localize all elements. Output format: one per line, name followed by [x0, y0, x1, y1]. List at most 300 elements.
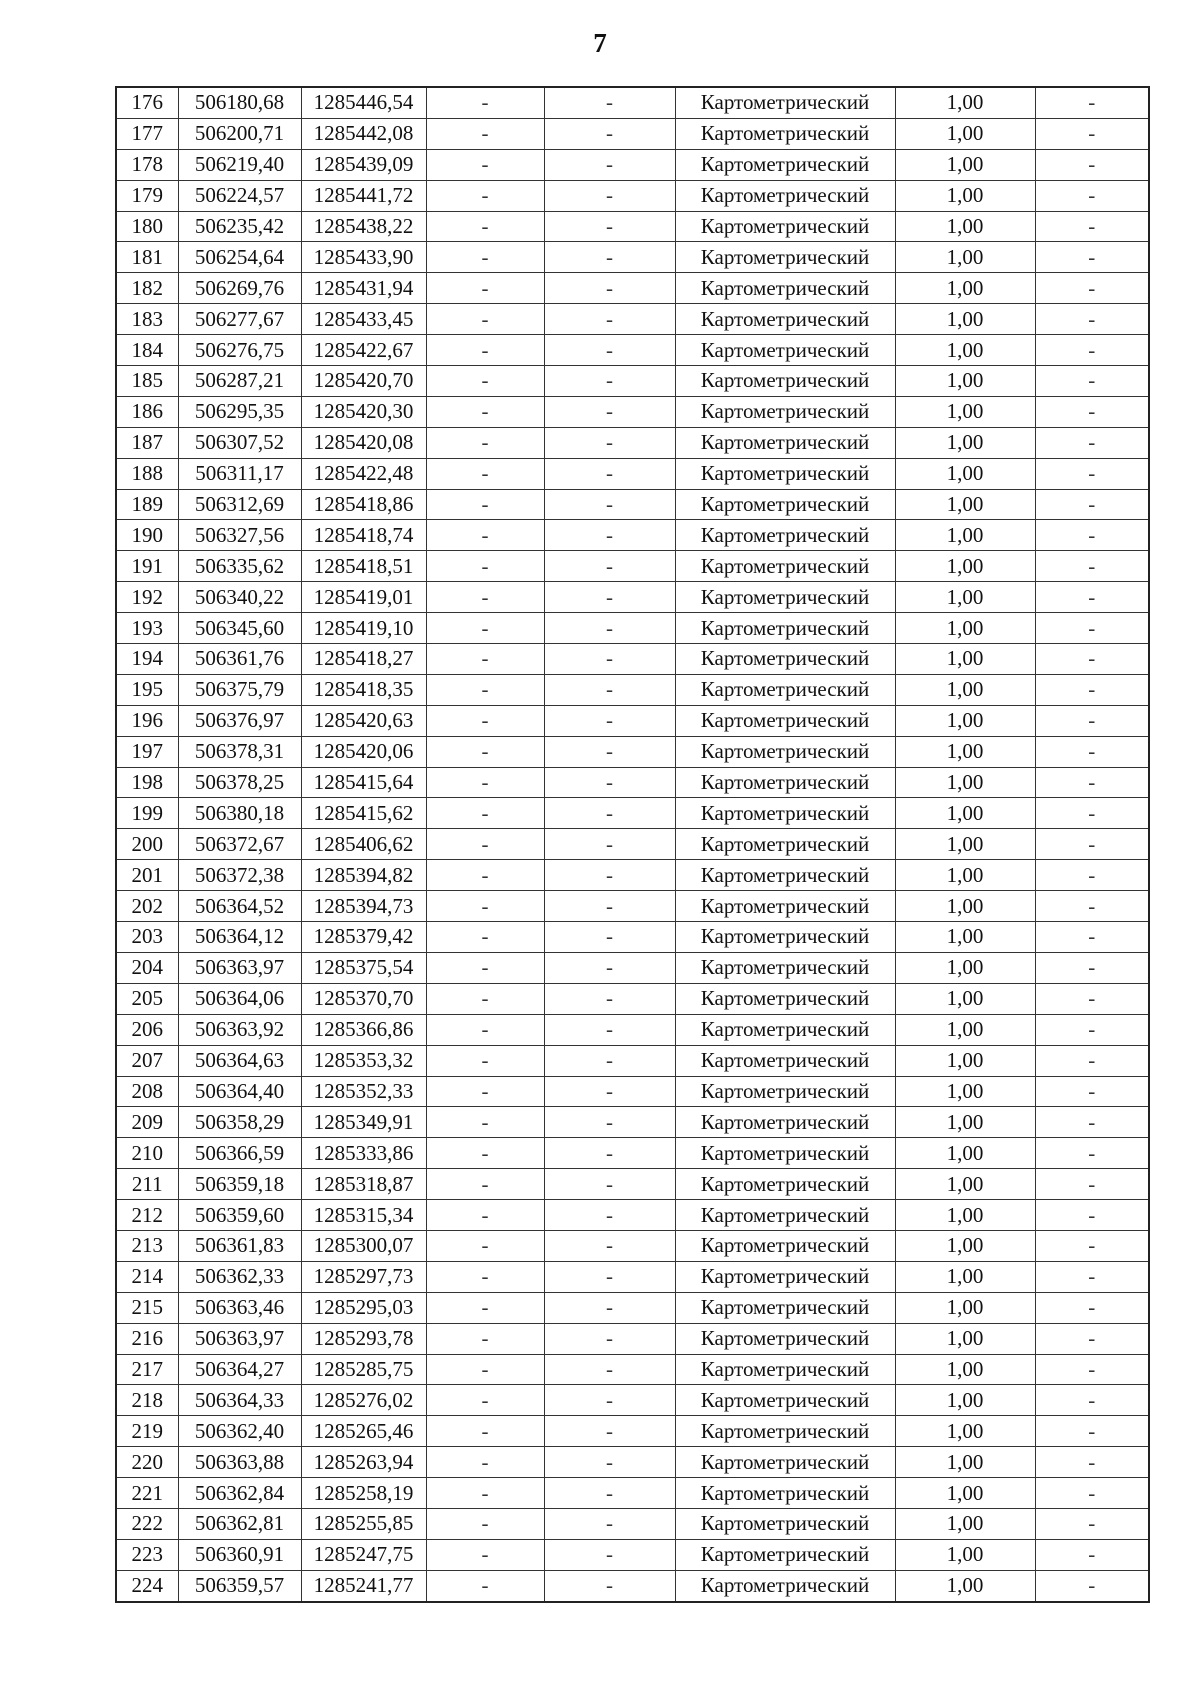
method-cell: Картометрический [675, 1138, 895, 1169]
description-cell: - [1035, 458, 1149, 489]
y-coordinate-cell: 1285415,64 [301, 767, 426, 798]
accuracy-cell: 1,00 [895, 1200, 1035, 1231]
table-row [116, 736, 1149, 767]
table-row [116, 1230, 1149, 1261]
description-cell: - [1035, 1230, 1149, 1261]
y-coordinate-cell: 1285418,27 [301, 644, 426, 675]
y-coordinate-cell: 1285295,03 [301, 1292, 426, 1323]
table-row [116, 922, 1149, 953]
old-y-cell: - [544, 1292, 675, 1323]
x-coordinate-cell: 506372,38 [178, 860, 301, 891]
table-row [116, 829, 1149, 860]
table-row [116, 520, 1149, 551]
y-coordinate-cell: 1285263,94 [301, 1447, 426, 1478]
table-row [116, 180, 1149, 211]
description-cell: - [1035, 211, 1149, 242]
description-cell: - [1035, 644, 1149, 675]
table-row [116, 335, 1149, 366]
y-coordinate-cell: 1285333,86 [301, 1138, 426, 1169]
accuracy-cell: 1,00 [895, 1169, 1035, 1200]
y-coordinate-cell: 1285431,94 [301, 273, 426, 304]
point-number-cell: 213 [116, 1230, 178, 1261]
y-coordinate-cell: 1285418,35 [301, 674, 426, 705]
y-coordinate-cell: 1285241,77 [301, 1570, 426, 1601]
y-coordinate-cell: 1285293,78 [301, 1323, 426, 1354]
old-x-cell: - [426, 1354, 544, 1385]
table-row [116, 458, 1149, 489]
old-y-cell: - [544, 1570, 675, 1601]
accuracy-cell: 1,00 [895, 427, 1035, 458]
point-number-cell: 185 [116, 366, 178, 397]
old-y-cell: - [544, 149, 675, 180]
description-cell: - [1035, 1076, 1149, 1107]
method-cell: Картометрический [675, 1416, 895, 1447]
x-coordinate-cell: 506277,67 [178, 304, 301, 335]
point-number-cell: 205 [116, 983, 178, 1014]
description-cell: - [1035, 1323, 1149, 1354]
y-coordinate-cell: 1285366,86 [301, 1014, 426, 1045]
old-y-cell: - [544, 767, 675, 798]
x-coordinate-cell: 506312,69 [178, 489, 301, 520]
table-row [116, 582, 1149, 613]
old-x-cell: - [426, 1261, 544, 1292]
old-y-cell: - [544, 1230, 675, 1261]
accuracy-cell: 1,00 [895, 1539, 1035, 1570]
description-cell: - [1035, 1200, 1149, 1231]
description-cell: - [1035, 829, 1149, 860]
old-y-cell: - [544, 798, 675, 829]
y-coordinate-cell: 1285247,75 [301, 1539, 426, 1570]
old-y-cell: - [544, 1076, 675, 1107]
point-number-cell: 193 [116, 613, 178, 644]
method-cell: Картометрический [675, 1323, 895, 1354]
description-cell: - [1035, 1570, 1149, 1601]
description-cell: - [1035, 520, 1149, 551]
old-x-cell: - [426, 736, 544, 767]
old-y-cell: - [544, 1200, 675, 1231]
method-cell: Картометрический [675, 674, 895, 705]
accuracy-cell: 1,00 [895, 242, 1035, 273]
description-cell: - [1035, 1478, 1149, 1509]
table-row [116, 1292, 1149, 1323]
y-coordinate-cell: 1285422,48 [301, 458, 426, 489]
point-number-cell: 211 [116, 1169, 178, 1200]
y-coordinate-cell: 1285439,09 [301, 149, 426, 180]
description-cell: - [1035, 335, 1149, 366]
old-x-cell: - [426, 1230, 544, 1261]
point-number-cell: 216 [116, 1323, 178, 1354]
point-number-cell: 200 [116, 829, 178, 860]
method-cell: Картометрический [675, 1045, 895, 1076]
y-coordinate-cell: 1285276,02 [301, 1385, 426, 1416]
point-number-cell: 215 [116, 1292, 178, 1323]
y-coordinate-cell: 1285258,19 [301, 1478, 426, 1509]
table-row [116, 1014, 1149, 1045]
old-y-cell: - [544, 366, 675, 397]
point-number-cell: 187 [116, 427, 178, 458]
description-cell: - [1035, 180, 1149, 211]
accuracy-cell: 1,00 [895, 1107, 1035, 1138]
accuracy-cell: 1,00 [895, 891, 1035, 922]
description-cell: - [1035, 396, 1149, 427]
old-y-cell: - [544, 1539, 675, 1570]
x-coordinate-cell: 506375,79 [178, 674, 301, 705]
old-x-cell: - [426, 1416, 544, 1447]
point-number-cell: 178 [116, 149, 178, 180]
point-number-cell: 223 [116, 1539, 178, 1570]
x-coordinate-cell: 506361,83 [178, 1230, 301, 1261]
accuracy-cell: 1,00 [895, 922, 1035, 953]
point-number-cell: 189 [116, 489, 178, 520]
accuracy-cell: 1,00 [895, 1416, 1035, 1447]
old-y-cell: - [544, 922, 675, 953]
method-cell: Картометрический [675, 582, 895, 613]
method-cell: Картометрический [675, 1508, 895, 1539]
point-number-cell: 206 [116, 1014, 178, 1045]
old-x-cell: - [426, 1138, 544, 1169]
x-coordinate-cell: 506358,29 [178, 1107, 301, 1138]
old-y-cell: - [544, 520, 675, 551]
description-cell: - [1035, 891, 1149, 922]
y-coordinate-cell: 1285353,32 [301, 1045, 426, 1076]
table-row [116, 242, 1149, 273]
accuracy-cell: 1,00 [895, 1045, 1035, 1076]
old-y-cell: - [544, 1107, 675, 1138]
table-row [116, 1539, 1149, 1570]
old-y-cell: - [544, 211, 675, 242]
point-number-cell: 177 [116, 118, 178, 149]
old-x-cell: - [426, 304, 544, 335]
table-row [116, 1354, 1149, 1385]
accuracy-cell: 1,00 [895, 860, 1035, 891]
old-x-cell: - [426, 952, 544, 983]
y-coordinate-cell: 1285422,67 [301, 335, 426, 366]
table-row [116, 767, 1149, 798]
method-cell: Картометрический [675, 242, 895, 273]
description-cell: - [1035, 1169, 1149, 1200]
y-coordinate-cell: 1285438,22 [301, 211, 426, 242]
point-number-cell: 212 [116, 1200, 178, 1231]
accuracy-cell: 1,00 [895, 705, 1035, 736]
accuracy-cell: 1,00 [895, 829, 1035, 860]
table-row [116, 1200, 1149, 1231]
method-cell: Картометрический [675, 1014, 895, 1045]
point-number-cell: 196 [116, 705, 178, 736]
old-x-cell: - [426, 396, 544, 427]
method-cell: Картометрический [675, 1354, 895, 1385]
point-number-cell: 198 [116, 767, 178, 798]
x-coordinate-cell: 506360,91 [178, 1539, 301, 1570]
point-number-cell: 188 [116, 458, 178, 489]
point-number-cell: 209 [116, 1107, 178, 1138]
y-coordinate-cell: 1285420,08 [301, 427, 426, 458]
x-coordinate-cell: 506359,57 [178, 1570, 301, 1601]
y-coordinate-cell: 1285297,73 [301, 1261, 426, 1292]
method-cell: Картометрический [675, 1107, 895, 1138]
point-number-cell: 184 [116, 335, 178, 366]
x-coordinate-cell: 506378,31 [178, 736, 301, 767]
old-x-cell: - [426, 1292, 544, 1323]
method-cell: Картометрический [675, 366, 895, 397]
point-number-cell: 201 [116, 860, 178, 891]
table-row [116, 304, 1149, 335]
y-coordinate-cell: 1285370,70 [301, 983, 426, 1014]
table-row [116, 798, 1149, 829]
method-cell: Картометрический [675, 767, 895, 798]
old-y-cell: - [544, 860, 675, 891]
method-cell: Картометрический [675, 1570, 895, 1601]
table-row [116, 118, 1149, 149]
description-cell: - [1035, 705, 1149, 736]
y-coordinate-cell: 1285433,45 [301, 304, 426, 335]
description-cell: - [1035, 1447, 1149, 1478]
accuracy-cell: 1,00 [895, 1261, 1035, 1292]
description-cell: - [1035, 1292, 1149, 1323]
y-coordinate-cell: 1285394,73 [301, 891, 426, 922]
old-y-cell: - [544, 613, 675, 644]
y-coordinate-cell: 1285394,82 [301, 860, 426, 891]
accuracy-cell: 1,00 [895, 1014, 1035, 1045]
old-x-cell: - [426, 242, 544, 273]
old-y-cell: - [544, 1416, 675, 1447]
accuracy-cell: 1,00 [895, 520, 1035, 551]
y-coordinate-cell: 1285315,34 [301, 1200, 426, 1231]
accuracy-cell: 1,00 [895, 1447, 1035, 1478]
y-coordinate-cell: 1285406,62 [301, 829, 426, 860]
old-y-cell: - [544, 582, 675, 613]
method-cell: Картометрический [675, 705, 895, 736]
old-x-cell: - [426, 1385, 544, 1416]
x-coordinate-cell: 506364,40 [178, 1076, 301, 1107]
old-x-cell: - [426, 767, 544, 798]
description-cell: - [1035, 952, 1149, 983]
table-row [116, 1107, 1149, 1138]
accuracy-cell: 1,00 [895, 952, 1035, 983]
point-number-cell: 218 [116, 1385, 178, 1416]
y-coordinate-cell: 1285349,91 [301, 1107, 426, 1138]
old-y-cell: - [544, 1014, 675, 1045]
y-coordinate-cell: 1285415,62 [301, 798, 426, 829]
table-row [116, 1385, 1149, 1416]
accuracy-cell: 1,00 [895, 458, 1035, 489]
description-cell: - [1035, 582, 1149, 613]
point-number-cell: 197 [116, 736, 178, 767]
table-row [116, 427, 1149, 458]
old-x-cell: - [426, 798, 544, 829]
accuracy-cell: 1,00 [895, 1138, 1035, 1169]
accuracy-cell: 1,00 [895, 1385, 1035, 1416]
method-cell: Картометрический [675, 551, 895, 582]
description-cell: - [1035, 304, 1149, 335]
accuracy-cell: 1,00 [895, 551, 1035, 582]
y-coordinate-cell: 1285419,01 [301, 582, 426, 613]
old-y-cell: - [544, 674, 675, 705]
accuracy-cell: 1,00 [895, 798, 1035, 829]
description-cell: - [1035, 1107, 1149, 1138]
point-number-cell: 186 [116, 396, 178, 427]
table-row [116, 1570, 1149, 1601]
accuracy-cell: 1,00 [895, 1076, 1035, 1107]
old-x-cell: - [426, 520, 544, 551]
x-coordinate-cell: 506372,67 [178, 829, 301, 860]
old-x-cell: - [426, 118, 544, 149]
point-number-cell: 208 [116, 1076, 178, 1107]
old-x-cell: - [426, 582, 544, 613]
description-cell: - [1035, 983, 1149, 1014]
old-x-cell: - [426, 1107, 544, 1138]
accuracy-cell: 1,00 [895, 87, 1035, 118]
method-cell: Картометрический [675, 613, 895, 644]
table-row [116, 644, 1149, 675]
old-x-cell: - [426, 551, 544, 582]
method-cell: Картометрический [675, 922, 895, 953]
method-cell: Картометрический [675, 304, 895, 335]
table-row [116, 983, 1149, 1014]
description-cell: - [1035, 551, 1149, 582]
table-row [116, 1138, 1149, 1169]
old-x-cell: - [426, 1539, 544, 1570]
accuracy-cell: 1,00 [895, 1354, 1035, 1385]
old-x-cell: - [426, 983, 544, 1014]
description-cell: - [1035, 1354, 1149, 1385]
accuracy-cell: 1,00 [895, 1478, 1035, 1509]
old-y-cell: - [544, 1478, 675, 1509]
description-cell: - [1035, 87, 1149, 118]
old-y-cell: - [544, 983, 675, 1014]
point-number-cell: 195 [116, 674, 178, 705]
method-cell: Картометрический [675, 798, 895, 829]
method-cell: Картометрический [675, 87, 895, 118]
description-cell: - [1035, 1539, 1149, 1570]
old-y-cell: - [544, 304, 675, 335]
old-x-cell: - [426, 366, 544, 397]
description-cell: - [1035, 427, 1149, 458]
old-x-cell: - [426, 458, 544, 489]
y-coordinate-cell: 1285255,85 [301, 1508, 426, 1539]
old-y-cell: - [544, 396, 675, 427]
accuracy-cell: 1,00 [895, 149, 1035, 180]
description-cell: - [1035, 489, 1149, 520]
method-cell: Картометрический [675, 891, 895, 922]
method-cell: Картометрический [675, 489, 895, 520]
table-row [116, 860, 1149, 891]
description-cell: - [1035, 1045, 1149, 1076]
accuracy-cell: 1,00 [895, 1323, 1035, 1354]
accuracy-cell: 1,00 [895, 489, 1035, 520]
method-cell: Картометрический [675, 1385, 895, 1416]
x-coordinate-cell: 506200,71 [178, 118, 301, 149]
x-coordinate-cell: 506364,33 [178, 1385, 301, 1416]
old-x-cell: - [426, 829, 544, 860]
x-coordinate-cell: 506363,46 [178, 1292, 301, 1323]
old-y-cell: - [544, 1508, 675, 1539]
x-coordinate-cell: 506340,22 [178, 582, 301, 613]
description-cell: - [1035, 149, 1149, 180]
point-number-cell: 199 [116, 798, 178, 829]
old-x-cell: - [426, 891, 544, 922]
description-cell: - [1035, 674, 1149, 705]
old-y-cell: - [544, 1447, 675, 1478]
method-cell: Картометрический [675, 180, 895, 211]
accuracy-cell: 1,00 [895, 304, 1035, 335]
old-y-cell: - [544, 489, 675, 520]
method-cell: Картометрический [675, 1200, 895, 1231]
accuracy-cell: 1,00 [895, 644, 1035, 675]
method-cell: Картометрический [675, 983, 895, 1014]
old-y-cell: - [544, 705, 675, 736]
method-cell: Картометрический [675, 520, 895, 551]
old-y-cell: - [544, 1385, 675, 1416]
point-number-cell: 181 [116, 242, 178, 273]
accuracy-cell: 1,00 [895, 366, 1035, 397]
old-x-cell: - [426, 674, 544, 705]
old-x-cell: - [426, 489, 544, 520]
table-row [116, 891, 1149, 922]
old-y-cell: - [544, 736, 675, 767]
x-coordinate-cell: 506363,88 [178, 1447, 301, 1478]
point-number-cell: 191 [116, 551, 178, 582]
table-row [116, 1416, 1149, 1447]
method-cell: Картометрический [675, 952, 895, 983]
table-row [116, 1478, 1149, 1509]
accuracy-cell: 1,00 [895, 767, 1035, 798]
old-y-cell: - [544, 273, 675, 304]
description-cell: - [1035, 1508, 1149, 1539]
accuracy-cell: 1,00 [895, 582, 1035, 613]
x-coordinate-cell: 506361,76 [178, 644, 301, 675]
old-x-cell: - [426, 1169, 544, 1200]
method-cell: Картометрический [675, 1539, 895, 1570]
table-row [116, 1447, 1149, 1478]
y-coordinate-cell: 1285418,74 [301, 520, 426, 551]
description-cell: - [1035, 1261, 1149, 1292]
method-cell: Картометрический [675, 149, 895, 180]
x-coordinate-cell: 506363,97 [178, 952, 301, 983]
point-number-cell: 182 [116, 273, 178, 304]
description-cell: - [1035, 798, 1149, 829]
x-coordinate-cell: 506362,40 [178, 1416, 301, 1447]
y-coordinate-cell: 1285420,63 [301, 705, 426, 736]
x-coordinate-cell: 506362,33 [178, 1261, 301, 1292]
point-number-cell: 180 [116, 211, 178, 242]
old-x-cell: - [426, 1570, 544, 1601]
old-y-cell: - [544, 180, 675, 211]
old-y-cell: - [544, 1045, 675, 1076]
x-coordinate-cell: 506362,84 [178, 1478, 301, 1509]
old-x-cell: - [426, 705, 544, 736]
old-x-cell: - [426, 613, 544, 644]
accuracy-cell: 1,00 [895, 613, 1035, 644]
old-x-cell: - [426, 644, 544, 675]
table-row [116, 366, 1149, 397]
table-row [116, 1169, 1149, 1200]
y-coordinate-cell: 1285433,90 [301, 242, 426, 273]
table-row [116, 674, 1149, 705]
x-coordinate-cell: 506327,56 [178, 520, 301, 551]
description-cell: - [1035, 118, 1149, 149]
x-coordinate-cell: 506276,75 [178, 335, 301, 366]
point-number-cell: 179 [116, 180, 178, 211]
table-row [116, 1076, 1149, 1107]
description-cell: - [1035, 613, 1149, 644]
old-x-cell: - [426, 180, 544, 211]
old-y-cell: - [544, 335, 675, 366]
x-coordinate-cell: 506378,25 [178, 767, 301, 798]
point-number-cell: 224 [116, 1570, 178, 1601]
description-cell: - [1035, 1138, 1149, 1169]
coordinates-table [115, 86, 1150, 1603]
x-coordinate-cell: 506366,59 [178, 1138, 301, 1169]
